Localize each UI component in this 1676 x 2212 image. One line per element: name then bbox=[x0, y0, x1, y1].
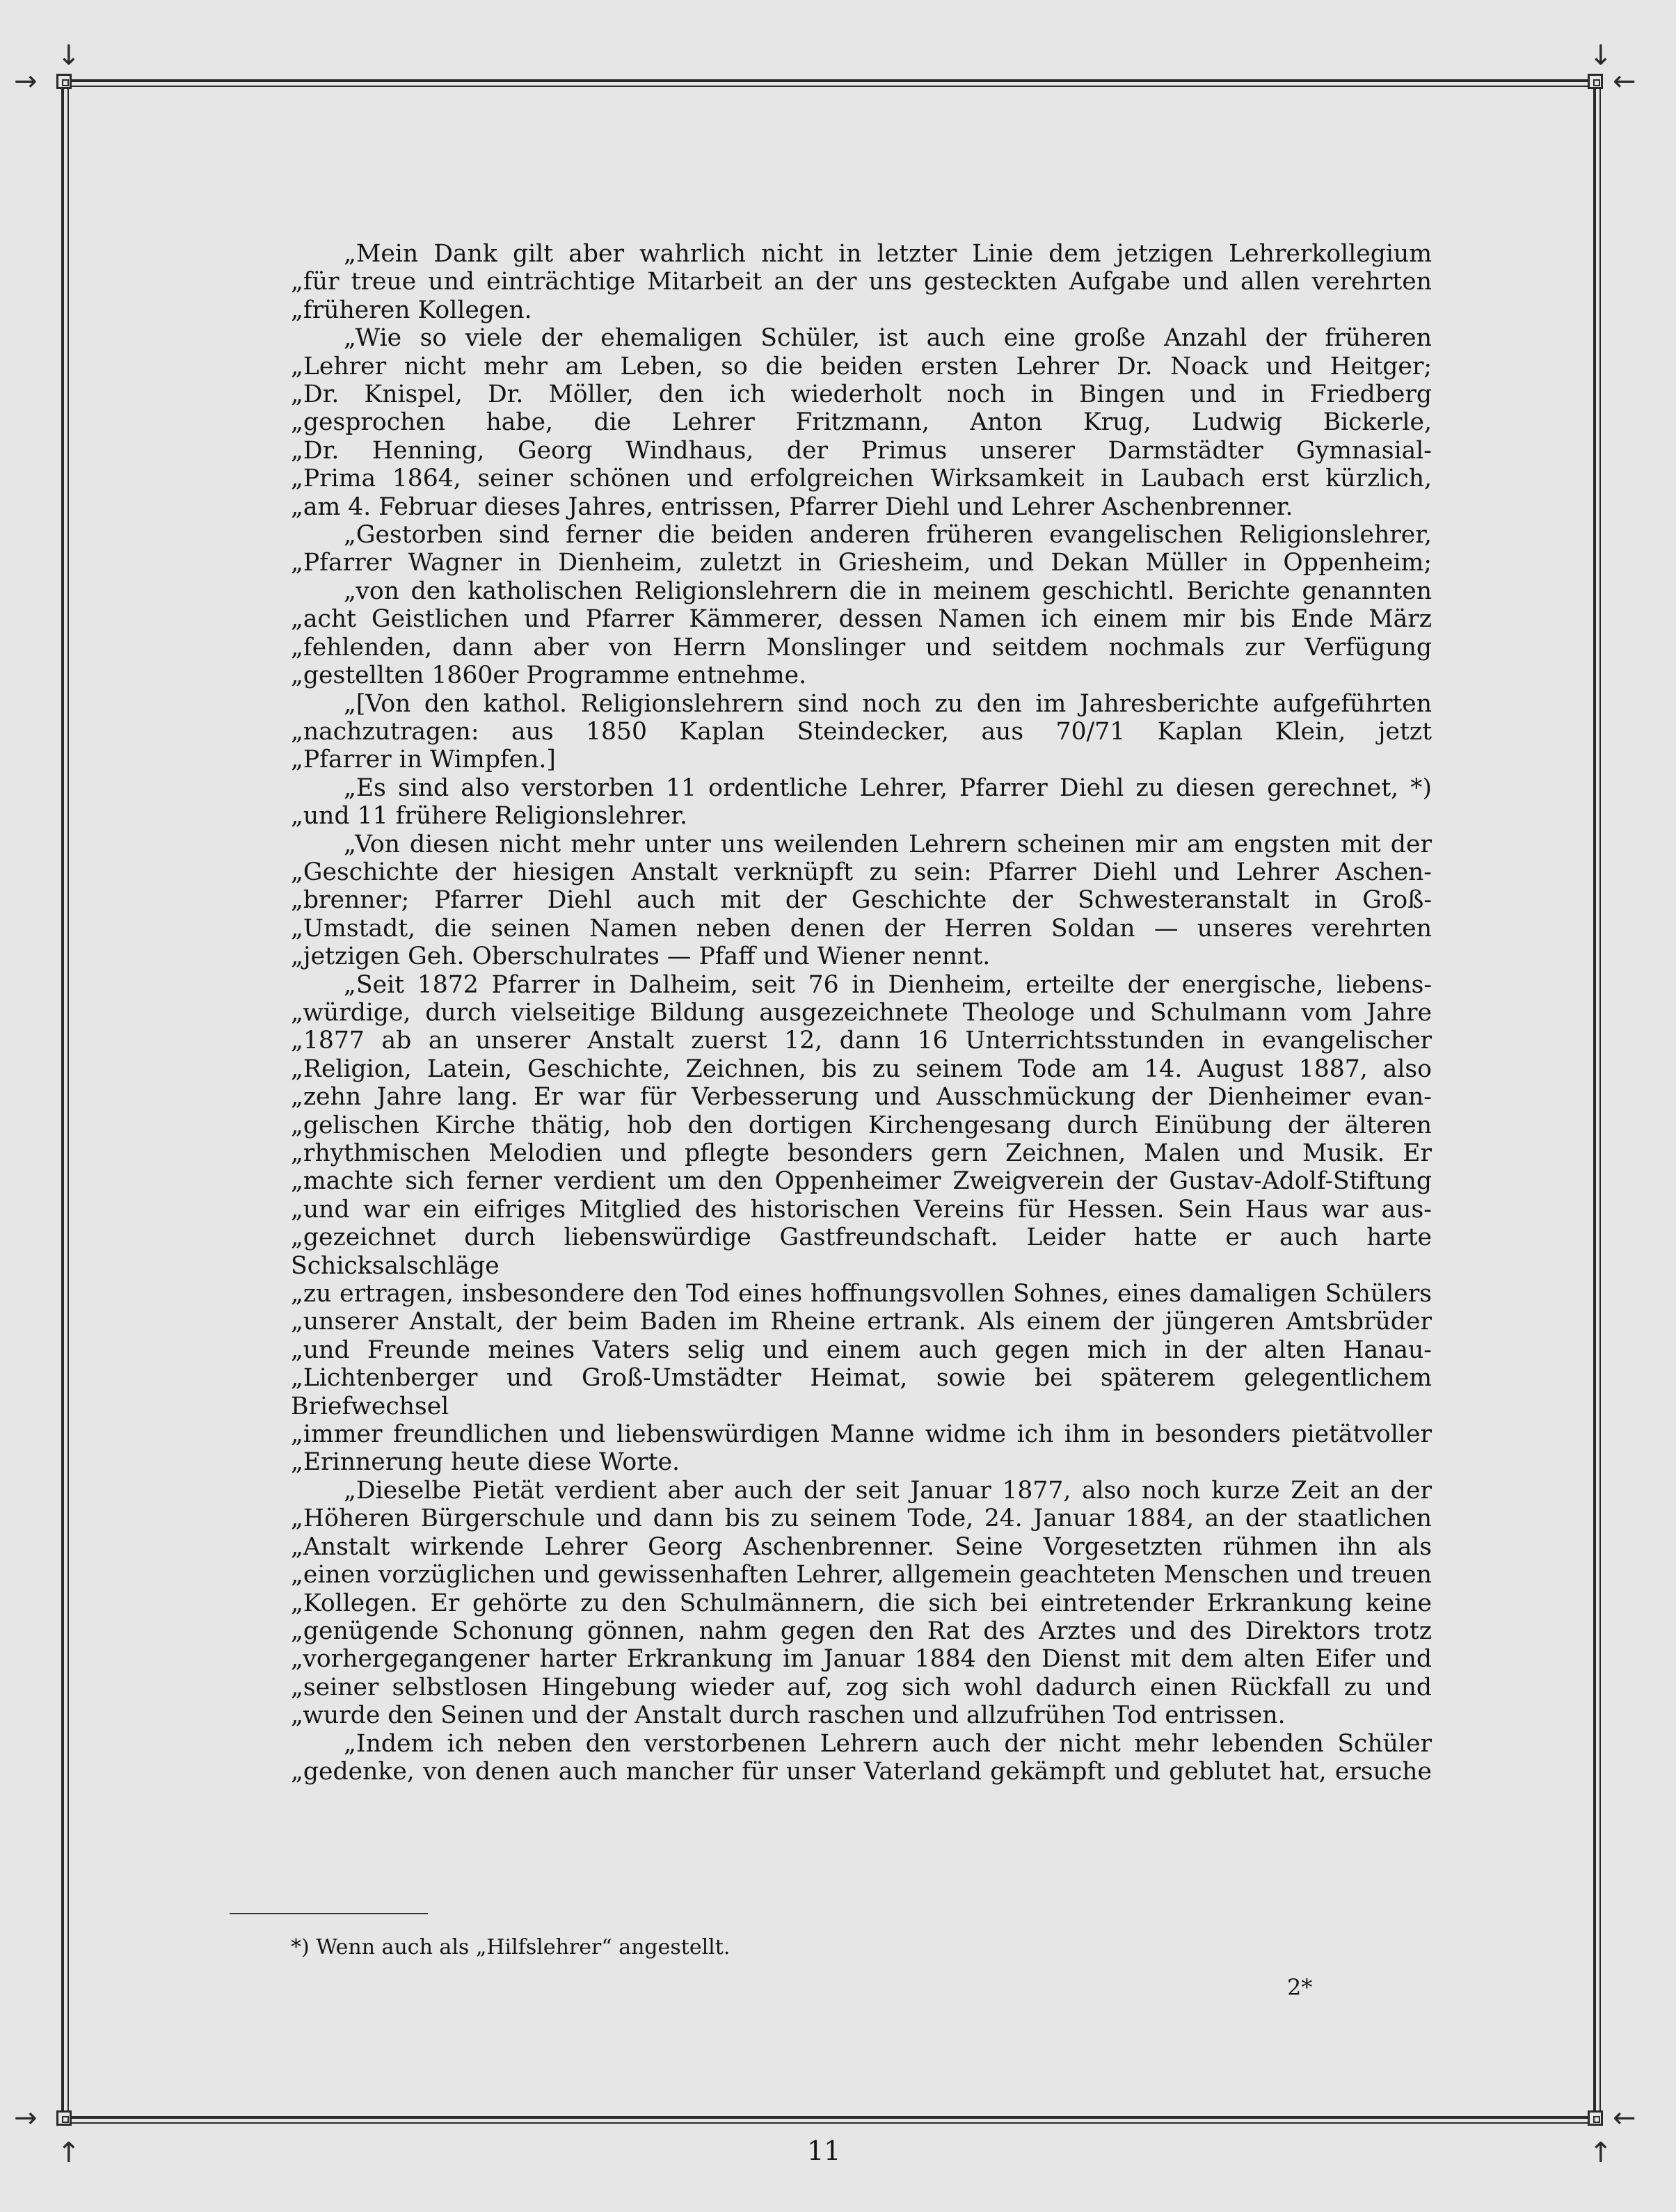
text-line: „seiner selbstlosen Hingebung wieder auf, zog sich wohl dadurch einen Rückfall zu und bbox=[291, 1673, 1432, 1701]
text-line: „gesprochen habe, die Lehrer Fritzmann, Anton Krug, Ludwig Bickerle, bbox=[291, 408, 1432, 437]
page-number: 11 bbox=[807, 2135, 841, 2166]
text-line: „einen vorzüglichen und gewissenhaften Lehrer, allgemein geachteten Menschen und treuen bbox=[291, 1561, 1432, 1589]
frame-arrow-up-icon: ↑ bbox=[1589, 2137, 1613, 2169]
frame-arrow-left-icon: ← bbox=[1613, 65, 1636, 97]
frame-arrow-down-icon: ↓ bbox=[57, 40, 81, 72]
frame-arrow-up-icon: ↑ bbox=[57, 2137, 81, 2169]
text-line: „Umstadt, die seinen Namen neben denen der Herren Soldan — unseres verehrten bbox=[291, 914, 1432, 943]
text-line: „zehn Jahre lang. Er war für Verbesserung und Ausschmückung der Dienheimer evan- bbox=[291, 1083, 1432, 1112]
text-line: „fehlenden, dann aber von Herrn Monslinger und seitdem nochmals zur Verfügung bbox=[291, 633, 1432, 662]
text-line: „gestellten 1860er Programme entnehme. bbox=[291, 662, 807, 690]
text-line: „1877 ab an unserer Anstalt zuerst 12, dann 16 Unterrichtsstunden in evangelischer bbox=[291, 1027, 1432, 1055]
text-line: „Dr. Knispel, Dr. Möller, den ich wiederholt noch in Bingen und in Friedberg bbox=[291, 380, 1432, 409]
text-line: „nachzutragen: aus 1850 Kaplan Steindecker, aus 70/71 Kaplan Klein, jetzt bbox=[291, 717, 1432, 746]
text-line: „Pfarrer in Wimpfen.] bbox=[291, 746, 556, 774]
text-line: „früheren Kollegen. bbox=[291, 296, 532, 324]
frame-right-rule bbox=[1593, 83, 1601, 2115]
text-line: „wurde den Seinen und der Anstalt durch raschen und allzufrühen Tod entrissen. bbox=[291, 1701, 1286, 1730]
text-line: „jetzigen Geh. Oberschulrates — Pfaff und Wiener nennt. bbox=[291, 943, 991, 971]
text-line: „Religion, Latein, Geschichte, Zeichnen, bis zu seinem Tode am 14. August 1887, also bbox=[291, 1055, 1432, 1083]
text-line: „und 11 frühere Religionslehrer. bbox=[291, 802, 688, 831]
text-line: „würdige, durch vielseitige Bildung ausgezeichnete Theologe und Schulmann vom Jahre bbox=[291, 998, 1432, 1027]
text-line: „acht Geistlichen und Pfarrer Kämmerer, dessen Namen ich einem mir bis Ende März bbox=[291, 605, 1432, 634]
text-line: „für treue und einträchtige Mitarbeit an der uns gesteckten Aufgabe und allen verehrten bbox=[291, 268, 1432, 296]
text-line: „Kollegen. Er gehörte zu den Schulmännern, die sich bei eintretender Erkrankung keine bbox=[291, 1589, 1432, 1617]
text-line: „von den katholischen Religionslehrern die in meinem geschichtl. Berichte genannten bbox=[344, 577, 1432, 605]
text-line: „brenner; Pfarrer Diehl auch mit der Geschichte der Schwesteranstalt in Groß- bbox=[291, 886, 1432, 915]
text-line: „gezeichnet durch liebenswürdige Gastfreundschaft. Leider hatte er auch harte Schicksalschläge bbox=[291, 1224, 1432, 1280]
frame-left-rule bbox=[61, 83, 69, 2115]
frame-corner-ornament bbox=[56, 2110, 72, 2126]
text-line: „[Von den kathol. Religionslehrern sind noch zu den im Jahresberichte aufgeführten bbox=[344, 689, 1432, 718]
frame-arrow-left-icon: ← bbox=[1613, 2102, 1636, 2134]
text-line: „und Freunde meines Vaters selig und einem auch gegen mich in der alten Hanau- bbox=[291, 1336, 1432, 1364]
text-line: „Dr. Henning, Georg Windhaus, der Primus unserer Darmstädter Gymnasial- bbox=[291, 436, 1432, 465]
frame-top-rule bbox=[64, 79, 1592, 87]
text-line: „Seit 1872 Pfarrer in Dalheim, seit 76 in Dienheim, erteilte der energische, liebens- bbox=[344, 970, 1432, 999]
text-line: „machte sich ferner verdient um den Oppenheimer Zweigverein der Gustav-Adolf-Stiftung bbox=[291, 1167, 1432, 1196]
text-line: „vorhergegangener harter Erkrankung im Januar 1884 den Dienst mit dem alten Eifer und bbox=[291, 1645, 1432, 1674]
text-line: „Erinnerung heute diese Worte. bbox=[291, 1448, 680, 1477]
text-line: „genügende Schonung gönnen, nahm gegen den Rat des Arztes und des Direktors trotz bbox=[291, 1617, 1432, 1645]
frame-corner-ornament bbox=[1588, 2110, 1603, 2126]
footnote: *) Wenn auch als „Hilfslehrer“ angestellt. bbox=[291, 1935, 731, 1959]
text-line: „Wie so viele der ehemaligen Schüler, ist auch eine große Anzahl der früheren bbox=[344, 324, 1432, 353]
frame-corner-ornament bbox=[1588, 74, 1603, 89]
text-line: „Geschichte der hiesigen Anstalt verknüpft zu sein: Pfarrer Diehl und Lehrer Aschen- bbox=[291, 858, 1432, 886]
text-line: „Anstalt wirkende Lehrer Georg Aschenbrenner. Seine Vorgesetzten rühmen ihn als bbox=[291, 1532, 1432, 1561]
text-line: „Mein Dank gilt aber wahrlich nicht in letzter Linie dem jetzigen Lehrerkollegium bbox=[344, 240, 1432, 268]
text-line: „Indem ich neben den verstorbenen Lehrern auch der nicht mehr lebenden Schüler bbox=[344, 1729, 1432, 1758]
text-line: „immer freundlichen und liebenswürdigen Manne widme ich ihm in besonders pietätvoller bbox=[291, 1420, 1432, 1449]
printer-signature-mark: 2* bbox=[1287, 1974, 1313, 2001]
footnote-divider bbox=[230, 1913, 428, 1914]
text-line: „am 4. Februar dieses Jahres, entrissen, Pfarrer Diehl und Lehrer Aschenbrenner. bbox=[291, 492, 1293, 521]
text-line: „Gestorben sind ferner die beiden anderen früheren evangelischen Religionslehrer, bbox=[344, 521, 1432, 550]
text-line: „und war ein eifriges Mitglied des historischen Vereins für Hessen. Sein Haus war aus- bbox=[291, 1195, 1432, 1224]
frame-arrow-down-icon: ↓ bbox=[1589, 40, 1613, 72]
text-line: „gelischen Kirche thätig, hob den dortigen Kirchengesang durch Einübung der älteren bbox=[291, 1111, 1432, 1139]
text-line: „Lehrer nicht mehr am Leben, so die beiden ersten Lehrer Dr. Noack und Heitger; bbox=[291, 352, 1432, 380]
text-line: „unserer Anstalt, der beim Baden im Rheine ertrank. Als einem der jüngeren Amtsbrüder bbox=[291, 1308, 1432, 1336]
text-line: „Pfarrer Wagner in Dienheim, zuletzt in Griesheim, und Dekan Müller in Oppenheim; bbox=[291, 549, 1432, 577]
text-line: „Dieselbe Pietät verdient aber auch der seit Januar 1877, also noch kurze Zeit an der bbox=[344, 1476, 1432, 1505]
text-line: „Es sind also verstorben 11 ordentliche Lehrer, Pfarrer Diehl zu diesen gerechnet, *) bbox=[344, 774, 1432, 802]
frame-arrow-right-icon: → bbox=[14, 65, 38, 97]
text-line: „gedenke, von denen auch mancher für unser Vaterland gekämpft und geblutet hat, ersuche bbox=[291, 1757, 1432, 1786]
text-line: „Lichtenberger und Groß-Umstädter Heimat, sowie bei späterem gelegentlichem Briefwechsel bbox=[291, 1364, 1432, 1420]
text-line: „Höheren Bürgerschule und dann bis zu seinem Tode, 24. Januar 1884, an der staatlichen bbox=[291, 1505, 1432, 1533]
text-line: „rhythmischen Melodien und pflegte besonders gern Zeichnen, Malen und Musik. Er bbox=[291, 1139, 1432, 1167]
frame-arrow-right-icon: → bbox=[14, 2102, 38, 2134]
text-line: „Von diesen nicht mehr unter uns weilenden Lehrern scheinen mir am engsten mit der bbox=[344, 830, 1432, 858]
frame-bottom-rule bbox=[64, 2116, 1592, 2124]
frame-corner-ornament bbox=[56, 74, 72, 89]
body-text bbox=[291, 240, 1432, 1786]
text-line: „zu ertragen, insbesondere den Tod eines hoffnungsvollen Sohnes, eines damaligen Schülers bbox=[291, 1280, 1432, 1308]
text-line: „Prima 1864, seiner schönen und erfolgreichen Wirksamkeit in Laubach erst kürzlich, bbox=[291, 465, 1432, 493]
